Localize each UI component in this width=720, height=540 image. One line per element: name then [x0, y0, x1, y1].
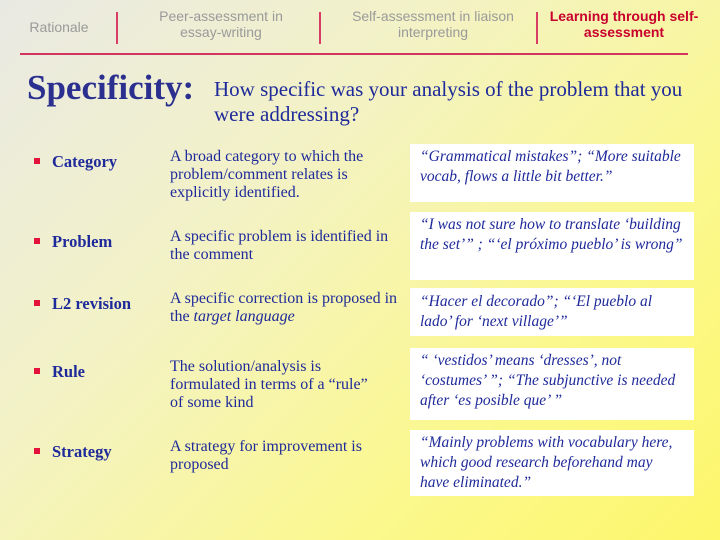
row-label-problem	[34, 232, 112, 252]
row-label-text: L2 revision	[52, 294, 131, 313]
example-box-problem: “I was not sure how to translate ‘building the set’” ; “‘el próximo pueblo’ is wrong”	[410, 212, 694, 280]
row-label-l2-revision	[34, 294, 131, 314]
row-label-text: Rule	[52, 362, 85, 381]
tab-peer-assessment[interactable]: Peer-assessment in essay-writing	[159, 8, 283, 40]
bullet-icon	[34, 158, 40, 164]
slide-title: Specificity:	[27, 68, 195, 107]
tab-self-assessment[interactable]: Self-assessment in liaison interpreting	[352, 8, 514, 40]
example-box-l2-revision: “Hacer el decorado”; “‘El pueblo al lado’ for ‘next village’”	[410, 288, 694, 336]
row-description-strategy: A strategy for improvement is proposed	[170, 438, 362, 473]
nav-divider	[116, 12, 118, 44]
example-box-category: “Grammatical mistakes”; “More suitable vocab, flows a little bit better.”	[410, 144, 694, 202]
nav-underline	[20, 53, 688, 55]
slide-question: How specific was your analysis of the problem that you were addressing?	[214, 77, 683, 126]
top-navigation	[0, 0, 720, 54]
example-box-strategy: “Mainly problems with vocabulary here, which good research beforehand may have eliminated.”	[410, 430, 694, 496]
row-description-problem: A specific problem is identified in the comment	[170, 228, 389, 263]
row-label-strategy	[34, 442, 112, 462]
description-text: A specific correction is proposed in the	[170, 290, 398, 325]
row-label-text: Strategy	[52, 442, 112, 461]
tab-learning-through-self-assessment[interactable]: Learning through self-assessment	[549, 8, 699, 40]
row-label-text: Category	[52, 152, 118, 171]
bullet-icon	[34, 368, 40, 374]
bullet-icon	[34, 448, 40, 454]
row-label-rule	[34, 362, 85, 382]
example-box-rule: “ ‘vestidos’ means ‘dresses’, not ‘costumes’ ”; “The subjunctive is needed after ‘es posible que’ ”	[410, 348, 694, 420]
row-description-l2-revision	[170, 290, 406, 326]
description-emphasis: target language	[193, 308, 295, 325]
nav-divider	[536, 12, 538, 44]
row-label-category	[34, 152, 117, 172]
bullet-icon	[34, 300, 40, 306]
row-description-rule: The solution/analysis is formulated in terms of a “rule” of some kind	[170, 358, 368, 411]
bullet-icon	[34, 238, 40, 244]
row-label-text: Problem	[52, 232, 113, 251]
tab-rationale[interactable]: Rationale	[29, 19, 89, 35]
nav-divider	[319, 12, 321, 44]
row-description-category: A broad category to which the problem/comment relates is explicitly identified.	[170, 148, 364, 201]
